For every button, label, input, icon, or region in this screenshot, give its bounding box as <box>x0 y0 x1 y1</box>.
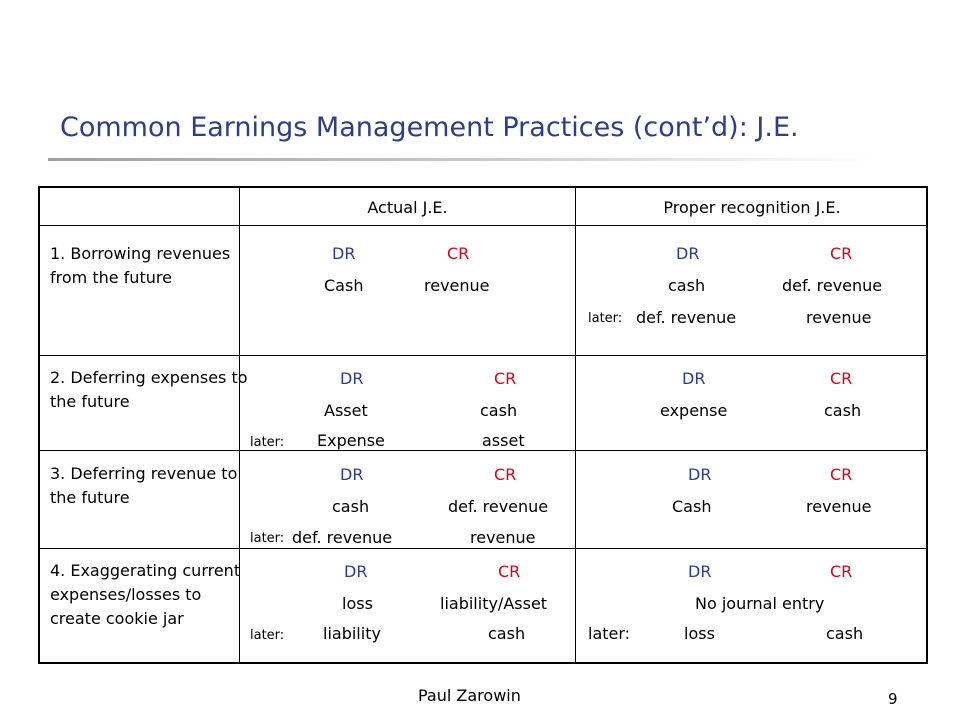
later-credit-account: cash <box>488 624 526 643</box>
credit-account: def. revenue <box>782 276 883 295</box>
later-credit-account: revenue <box>470 528 536 547</box>
row-divider-1 <box>40 355 926 356</box>
later-credit-account: revenue <box>806 308 872 327</box>
later-debit-account: def. revenue <box>292 528 393 547</box>
row-label: 2. Deferring expenses to the future <box>50 368 248 411</box>
later-label: later: <box>250 435 285 450</box>
later-credit-account: cash <box>826 624 864 643</box>
later-debit-account: Expense <box>317 431 385 450</box>
credit-account: revenue <box>424 276 490 295</box>
later-debit-account: def. revenue <box>636 308 737 327</box>
dr-label: DR <box>332 244 356 263</box>
cr-label: CR <box>494 369 517 388</box>
header-actual: Actual J.E. <box>367 198 448 217</box>
header-proper: Proper recognition J.E. <box>663 198 841 217</box>
debit-account: Asset <box>324 401 368 420</box>
cr-label: CR <box>830 369 853 388</box>
credit-account: revenue <box>806 497 872 516</box>
no-entry-text: No journal entry <box>695 594 825 613</box>
dr-label: DR <box>344 562 368 581</box>
later-label: later: <box>588 311 623 326</box>
debit-account: expense <box>660 401 728 420</box>
cr-label: CR <box>498 562 521 581</box>
dr-label: DR <box>340 369 364 388</box>
debit-account: cash <box>668 276 706 295</box>
dr-label: DR <box>676 244 700 263</box>
dr-label: DR <box>340 465 364 484</box>
cr-label: CR <box>830 465 853 484</box>
cr-label: CR <box>494 465 517 484</box>
title-divider <box>48 158 878 161</box>
credit-account: cash <box>480 401 518 420</box>
later-label: later: <box>588 624 631 643</box>
dr-label: DR <box>688 465 712 484</box>
cr-label: CR <box>830 244 853 263</box>
page-number: 9 <box>888 690 898 708</box>
later-debit-account: liability <box>323 624 381 643</box>
credit-account: def. revenue <box>448 497 549 516</box>
row-label: 4. Exaggerating current expenses/losses to create cookie jar <box>50 561 241 628</box>
debit-account: cash <box>332 497 370 516</box>
debit-account: Cash <box>324 276 364 295</box>
later-debit-account: loss <box>684 624 715 643</box>
credit-account: liability/Asset <box>440 594 548 613</box>
column-divider-2 <box>575 188 576 662</box>
cr-label: CR <box>830 562 853 581</box>
cr-label: CR <box>447 244 470 263</box>
row-label: 3. Deferring revenue to the future <box>50 464 238 507</box>
row-label: 1. Borrowing revenues from the future <box>50 244 231 287</box>
dr-label: DR <box>682 369 706 388</box>
credit-account: cash <box>824 401 862 420</box>
debit-account: loss <box>342 594 373 613</box>
later-label: later: <box>250 531 285 546</box>
row-divider-2 <box>40 450 926 451</box>
row-divider-3 <box>40 548 926 549</box>
later-label: later: <box>250 628 285 643</box>
dr-label: DR <box>688 562 712 581</box>
footer-author: Paul Zarowin <box>418 686 521 705</box>
slide-title: Common Earnings Management Practices (cont’d): J.E. <box>60 112 799 143</box>
debit-account: Cash <box>672 497 712 516</box>
later-credit-account: asset <box>482 431 525 450</box>
row-divider-header <box>40 225 926 226</box>
journal-entry-table <box>38 186 928 664</box>
